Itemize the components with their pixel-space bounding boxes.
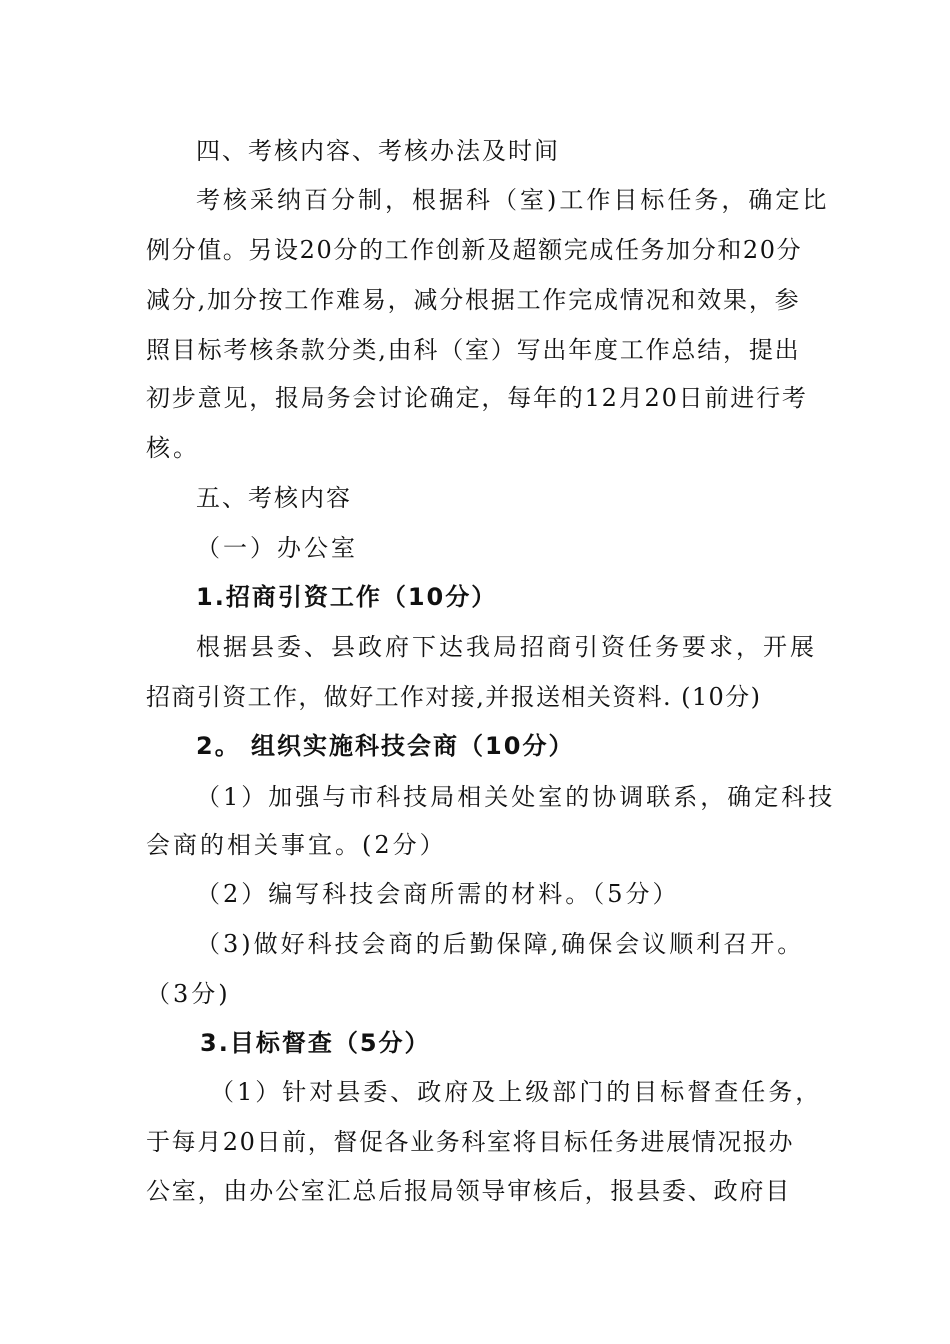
paragraph-line: 照目标考核条款分类,由科（室）写出年度工作总结，提出 bbox=[146, 336, 801, 364]
paragraph-line: 公室，由办公室汇总后报局领导审核后，报县委、政府目 bbox=[146, 1177, 791, 1205]
paragraph-line: 减分,加分按工作难易，减分根据工作完成情况和效果，参 bbox=[146, 286, 801, 314]
paragraph-line: 根据县委、县政府下达我局招商引资任务要求，开展 bbox=[196, 633, 817, 661]
subsection-heading: （一）办公室 bbox=[196, 534, 358, 562]
paragraph-line: （3)做好科技会商的后勤保障,确保会议顺利召开。 bbox=[196, 930, 805, 958]
paragraph-line: 初步意见，报局务会讨论确定，每年的12月20日前进行考 bbox=[146, 384, 808, 412]
item-heading-2: 2。 组织实施科技会商（10分） bbox=[196, 732, 575, 760]
paragraph-line: 例分值。另设20分的工作创新及超额完成任务加分和20分 bbox=[146, 236, 803, 264]
paragraph-line: 会商的相关事宜。(2分） bbox=[146, 831, 447, 859]
paragraph-line: 核。 bbox=[146, 434, 200, 462]
section-heading-4: 四、考核内容、考核办法及时间 bbox=[196, 137, 560, 165]
item-heading-1: 1.招商引资工作（10分） bbox=[196, 583, 498, 611]
item-heading-3: 3.目标督查（5分） bbox=[200, 1029, 431, 1057]
paragraph-line: 招商引资工作，做好工作对接,并报送相关资料. (10分) bbox=[146, 683, 762, 711]
paragraph-line: 考核采纳百分制，根据科（室)工作目标任务，确定比 bbox=[196, 186, 830, 214]
paragraph-line: （1）针对县委、政府及上级部门的目标督查任务， bbox=[210, 1078, 823, 1106]
paragraph-line: （3分) bbox=[146, 980, 231, 1008]
paragraph-line: 于每月20日前，督促各业务科室将目标任务进展情况报办 bbox=[146, 1128, 795, 1156]
paragraph-line: （2）编写科技会商所需的材料。（5分） bbox=[196, 880, 680, 908]
paragraph-line: （1）加强与市科技局相关处室的协调联系，确定科技 bbox=[196, 783, 836, 811]
section-heading-5: 五、考核内容 bbox=[196, 484, 352, 512]
